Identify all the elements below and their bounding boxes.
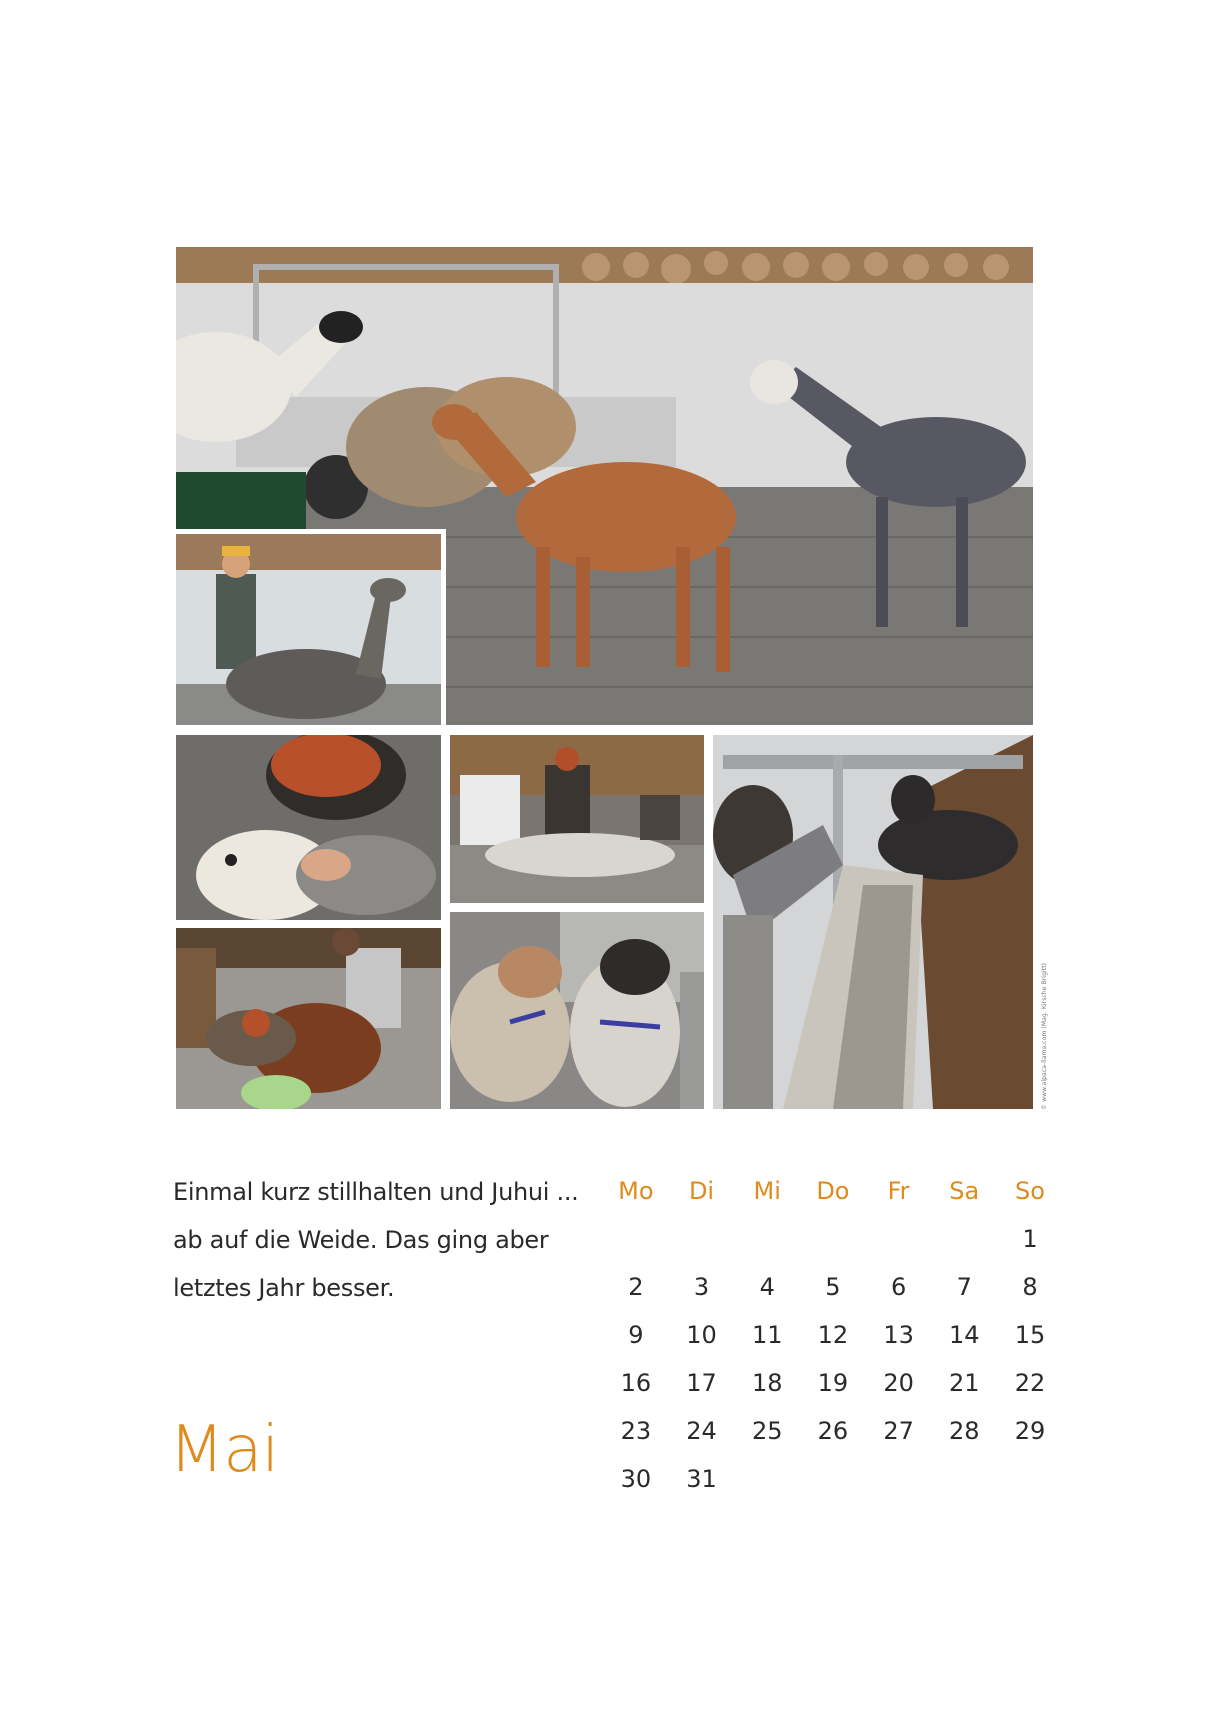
day-cell: 5 [825, 1273, 841, 1301]
month-title: Mai [169, 1413, 279, 1487]
day-cell: 23 [620, 1417, 652, 1445]
calendar-week [603, 1407, 1063, 1455]
weekday-label: Di [688, 1177, 715, 1205]
day-cell: 14 [949, 1321, 980, 1349]
caption [173, 1168, 593, 1312]
day-cell: 11 [751, 1321, 783, 1349]
day-cell: 12 [817, 1321, 849, 1349]
calendar-week [603, 1359, 1063, 1407]
photo-woman-hugging-alpaca [176, 735, 441, 920]
weekday-label: Mo [618, 1177, 654, 1205]
calendar-grid [603, 1167, 1063, 1503]
day-cell: 2 [628, 1273, 644, 1301]
day-cell: 21 [949, 1369, 980, 1397]
weekday-label: Sa [949, 1177, 980, 1205]
weekday-label: Do [816, 1177, 850, 1205]
day-cell: 18 [751, 1369, 783, 1397]
caption-line: ab auf die Weide. Das ging aber [173, 1226, 549, 1254]
weekday-label: Fr [887, 1177, 910, 1205]
day-cell: 30 [620, 1465, 652, 1493]
photo-shearing-team [450, 735, 704, 903]
caption-line: letztes Jahr besser. [173, 1274, 395, 1302]
calendar-week [603, 1263, 1063, 1311]
day-cell: 7 [956, 1273, 972, 1301]
day-cell: 6 [890, 1273, 907, 1301]
photo-llama-in-frame [713, 735, 1033, 1109]
weekday-header [603, 1167, 1063, 1215]
day-cell: 27 [883, 1417, 914, 1445]
calendar-week [603, 1311, 1063, 1359]
day-cell: 20 [883, 1369, 914, 1397]
day-cell: 26 [817, 1417, 849, 1445]
weekday-label: Mi [753, 1177, 781, 1205]
calendar-week [603, 1455, 1063, 1503]
day-cell: 29 [1014, 1417, 1046, 1445]
day-cell: 1 [1022, 1225, 1038, 1253]
day-cell: 22 [1014, 1369, 1046, 1397]
photo-credit: © www.alpaca-llama.com (Mag. Kirsche Brigitt) [1041, 962, 1048, 1110]
day-cell: 9 [628, 1321, 644, 1349]
caption-line: Einmal kurz stillhalten und Juhui ... [173, 1178, 579, 1206]
photo-brown-alpaca-shearing [176, 928, 441, 1109]
weekday-label: So [1015, 1177, 1045, 1205]
photo-man-with-alpaca [176, 529, 446, 725]
day-cell: 24 [686, 1417, 717, 1445]
photo-two-alpacas-halters [450, 912, 704, 1109]
day-cell: 13 [883, 1321, 914, 1349]
day-cell: 15 [1014, 1321, 1046, 1349]
day-cell: 17 [686, 1369, 717, 1397]
day-cell: 8 [1022, 1273, 1038, 1301]
day-cell: 19 [817, 1369, 849, 1397]
day-cell: 3 [693, 1273, 710, 1301]
day-cell: 25 [751, 1417, 783, 1445]
day-cell: 10 [686, 1321, 717, 1349]
day-cell: 16 [620, 1369, 652, 1397]
day-cell: 28 [949, 1417, 980, 1445]
day-cell: 4 [759, 1273, 775, 1301]
day-cell: 31 [686, 1465, 717, 1493]
calendar-week [603, 1215, 1063, 1263]
